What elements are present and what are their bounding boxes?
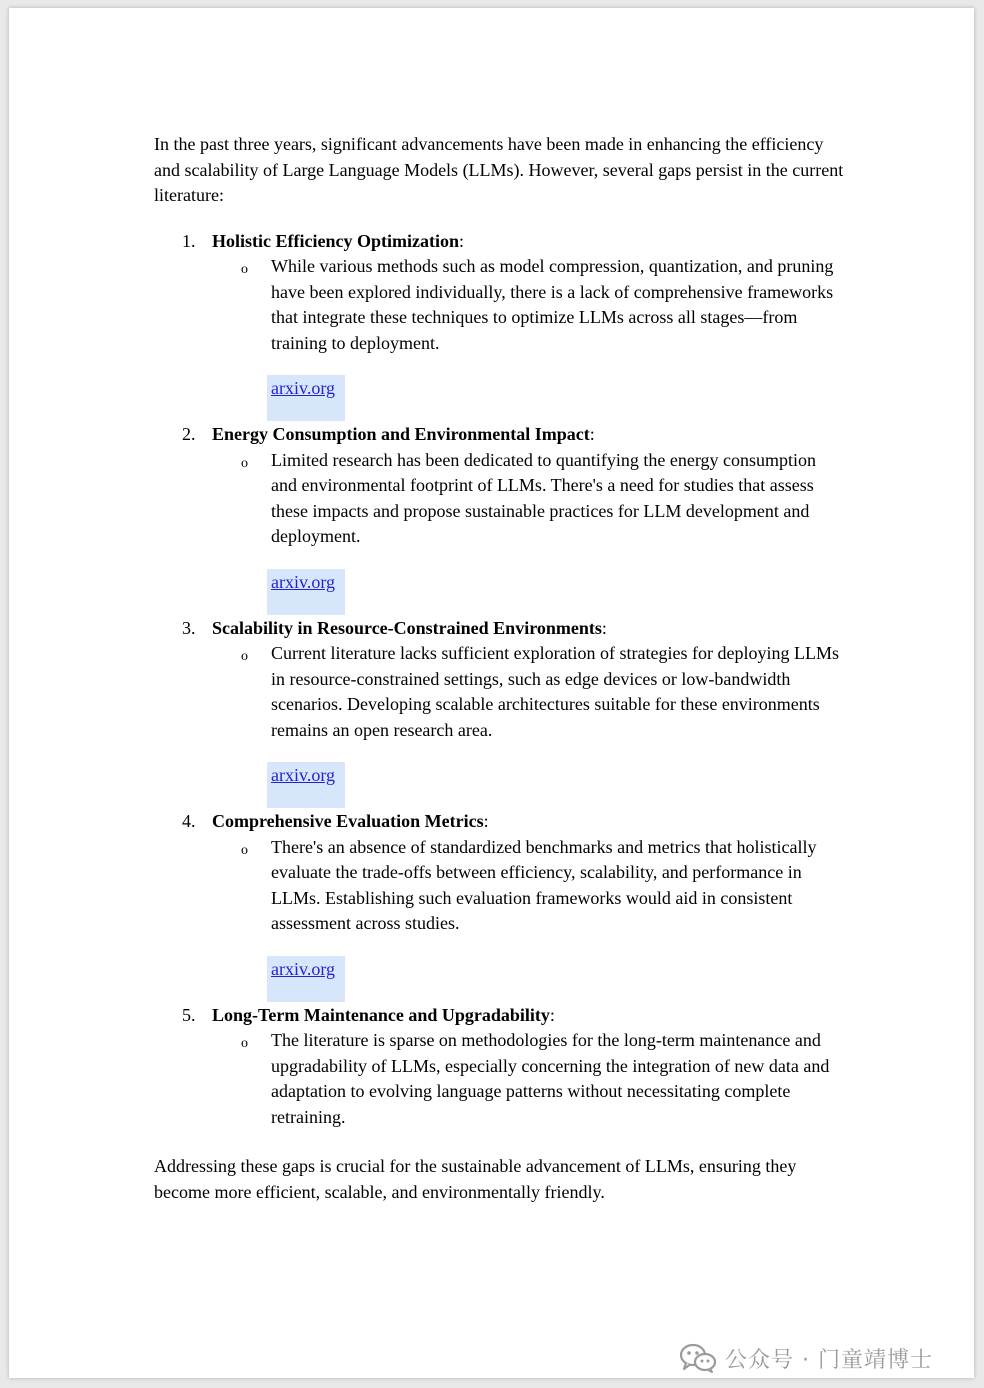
- gap-colon: :: [483, 811, 489, 831]
- link-highlight: [267, 956, 345, 1002]
- gap-number: 3.: [182, 617, 196, 638]
- hollow-bullet-icon: o: [241, 1036, 248, 1051]
- link-highlight: [267, 375, 345, 421]
- gap-description: [212, 254, 844, 356]
- link-row: [212, 356, 844, 422]
- gap-colon: :: [589, 424, 595, 444]
- gap-description-text: Current literature lacks sufficient exploration of strategies for deploying LLMs in resource-constrained settings, such as edge devices or low-bandwidth scenarios. Developing scalable architectures suitable for these environments remains an open research area.: [271, 643, 840, 740]
- gap-description: [212, 835, 844, 937]
- gap-item: [154, 422, 844, 616]
- gap-title: Holistic Efficiency Optimization: [212, 230, 459, 251]
- gap-number: 1.: [182, 230, 196, 251]
- gap-item: [154, 229, 844, 423]
- gap-description: [212, 448, 844, 550]
- gap-number: 5.: [182, 1004, 196, 1025]
- gap-number: 4.: [182, 811, 196, 831]
- watermark: [679, 1340, 933, 1376]
- link-row: [212, 937, 844, 1003]
- link-row: [212, 743, 844, 809]
- gap-colon: :: [601, 617, 607, 638]
- closing-paragraph: Addressing these gaps is crucial for the sustainable advancement of LLMs, ensuring they become more efficient, scalable, and environmentally friendly.: [154, 1156, 797, 1202]
- gap-number: 2.: [182, 424, 196, 444]
- document-body: [154, 132, 844, 1205]
- hollow-bullet-icon: o: [241, 842, 248, 858]
- link-row: [212, 550, 844, 616]
- gap-title: Scalability in Resource-Constrained Environments: [212, 617, 602, 638]
- gap-title: Energy Consumption and Environmental Impact: [212, 424, 590, 444]
- gap-description-text: There's an absence of standardized benchmarks and metrics that holistically evaluate the trade-offs between efficiency, scalability, and performance in LLMs. Establishing such evaluation frameworks would aid in consistent assessment across studies.: [271, 836, 817, 933]
- intro-paragraph: In the past three years, significant advancements have been made in enhancing the efficiency and scalability of Large Language Models (LLMs). However, several gaps persist in the current literature:: [154, 134, 844, 205]
- gap-title: Comprehensive Evaluation Metrics: [212, 811, 484, 831]
- gap-description-text: Limited research has been dedicated to quantifying the energy consumption and environmental footprint of LLMs. There's a need for studies that assess these impacts and propose sustainable practices for LLM development and deployment.: [271, 449, 816, 546]
- gap-description: [212, 1028, 844, 1130]
- gaps-list: [154, 229, 844, 1131]
- gap-description-text: The literature is sparse on methodologies for the long-term maintenance and upgradability of LLMs, especially concerning the integration of new data and adaptation to evolving language patterns without necessitating complete retraining.: [271, 1030, 830, 1127]
- gap-item: [154, 809, 844, 1003]
- gap-item: [154, 616, 844, 810]
- watermark-text: 公众号 · 门童靖博士: [725, 1347, 933, 1373]
- link-highlight: [267, 762, 345, 808]
- gap-description: [212, 641, 844, 743]
- hollow-bullet-icon: o: [241, 455, 248, 471]
- link-highlight: [267, 569, 345, 615]
- gap-description-text: While various methods such as model compression, quantization, and pruning have been explored individually, there is a lack of comprehensive frameworks that integrate these techniques to optimize LLMs across all stages—from training to deployment.: [271, 256, 834, 353]
- hollow-bullet-icon: o: [241, 649, 248, 664]
- arxiv-link[interactable]: arxiv.org: [271, 765, 335, 785]
- gap-colon: :: [549, 1004, 555, 1025]
- arxiv-link[interactable]: arxiv.org: [271, 958, 335, 979]
- gap-colon: :: [458, 230, 464, 251]
- hollow-bullet-icon: o: [241, 262, 248, 277]
- arxiv-link[interactable]: arxiv.org: [271, 571, 335, 592]
- gap-item: [154, 1003, 844, 1131]
- arxiv-link[interactable]: arxiv.org: [271, 378, 335, 398]
- document-page: [9, 8, 974, 1378]
- wechat-icon: [679, 1343, 717, 1373]
- gap-title: Long-Term Maintenance and Upgradability: [212, 1004, 550, 1025]
